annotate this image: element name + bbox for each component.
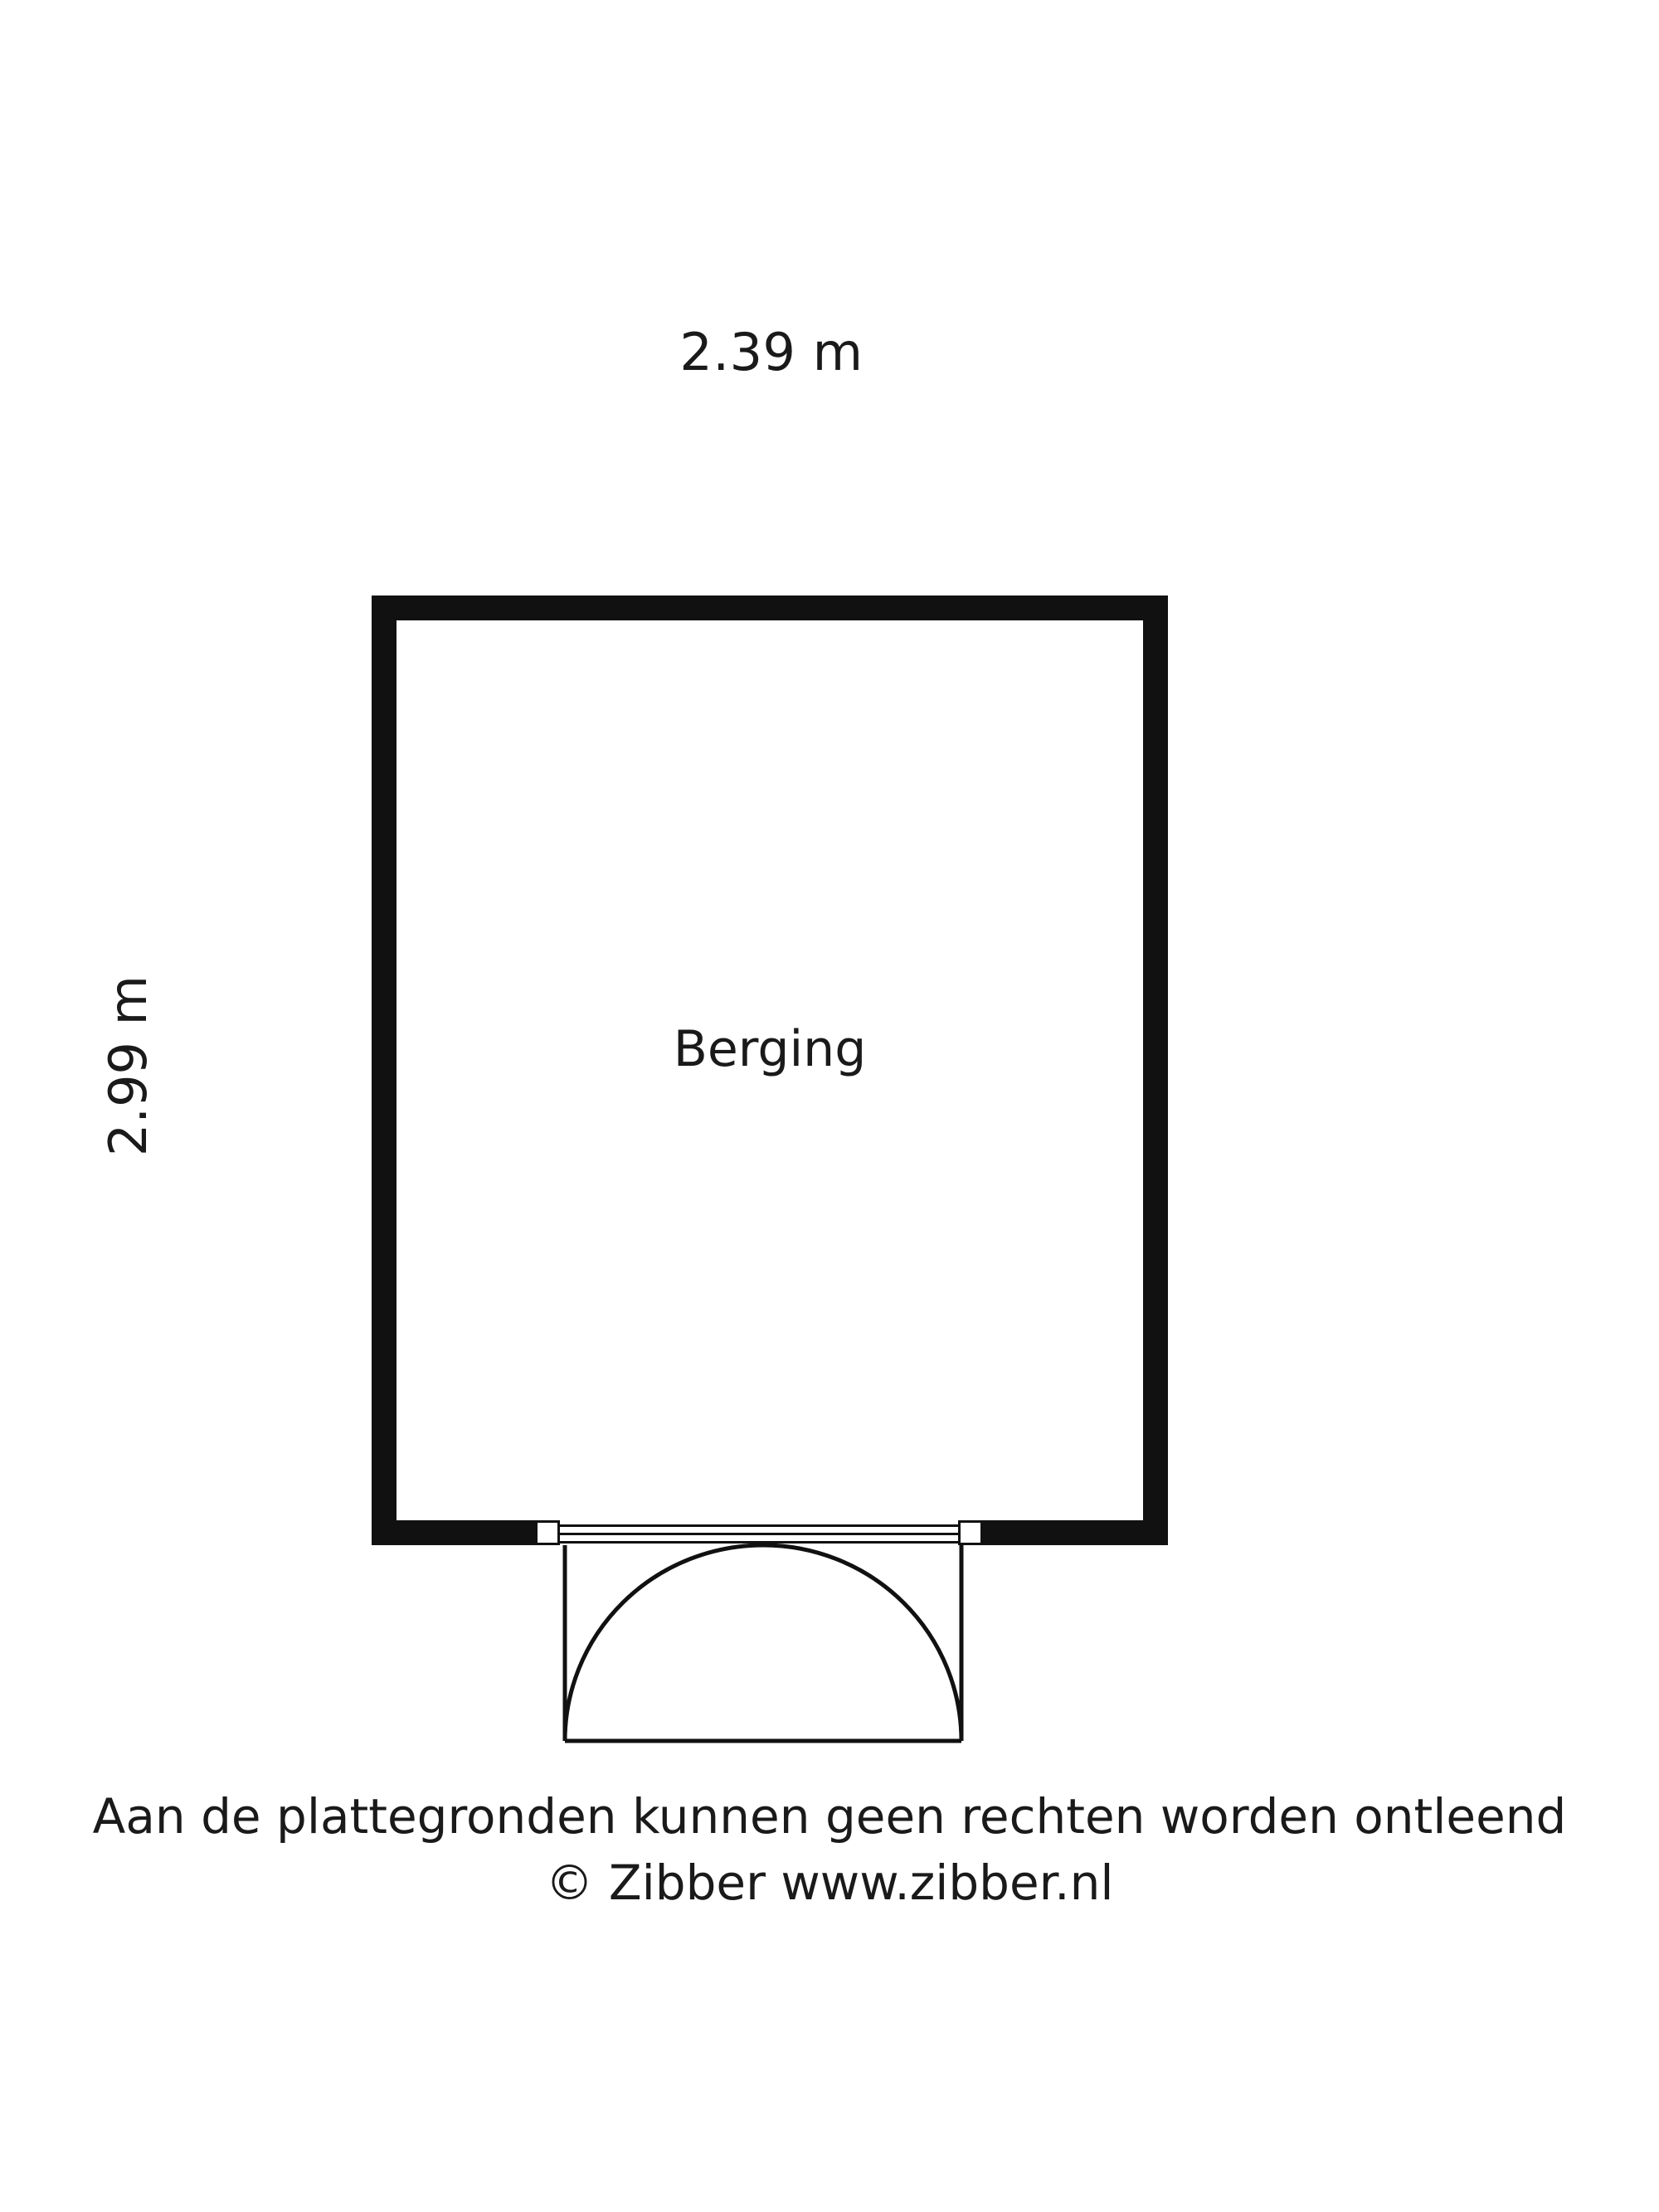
dimension-height-label: 2.99 m <box>91 605 166 1526</box>
door-swing-arcs-icon <box>531 1539 995 1754</box>
dimension-height <box>91 605 166 1526</box>
door-frame-line <box>560 1533 958 1535</box>
dimension-width-label: 2.39 m <box>406 315 1136 390</box>
room-label: Berging <box>673 1020 867 1078</box>
footer-copyright: © Zibber www.zibber.nl <box>545 1855 1114 1911</box>
dimension-width <box>406 315 1136 390</box>
footer-disclaimer: Aan de plattegronden kunnen geen rechten worden ontleend <box>92 1788 1567 1845</box>
door-frame-line <box>560 1524 958 1527</box>
footer <box>0 1783 1659 1916</box>
